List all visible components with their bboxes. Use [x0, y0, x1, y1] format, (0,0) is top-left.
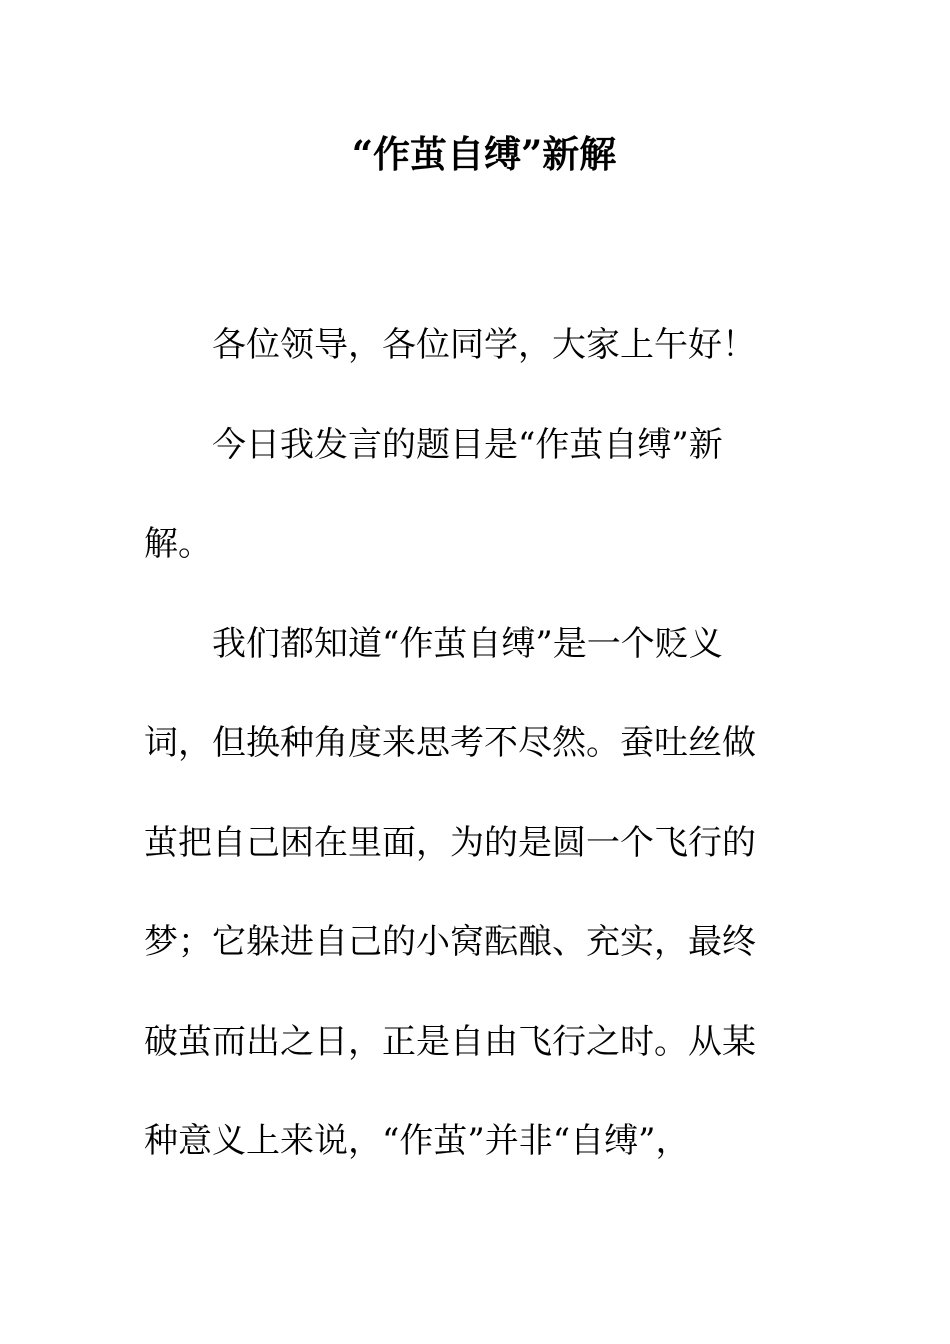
document-body: [144, 296, 778, 1192]
paragraph-main: 我们都知道“作茧自缚”是一个贬义词，但换种角度来思考不尽然。蚕吐丝做茧把自己困在里面，为的是圆一个飞行的梦；它躲进自己的小窝酝酿、充实，最终破茧而出之日，正是自由飞行之时。从某种意义上来说，“作茧”并非“自缚”，: [144, 623, 756, 1161]
paragraph-greeting: 各位领导，各位同学，大家上午好！: [212, 325, 756, 365]
paragraph-topic: 今日我发言的题目是“作茧自缚”新解。: [144, 424, 723, 564]
document-title: “作茧自缚”新解: [351, 132, 617, 176]
